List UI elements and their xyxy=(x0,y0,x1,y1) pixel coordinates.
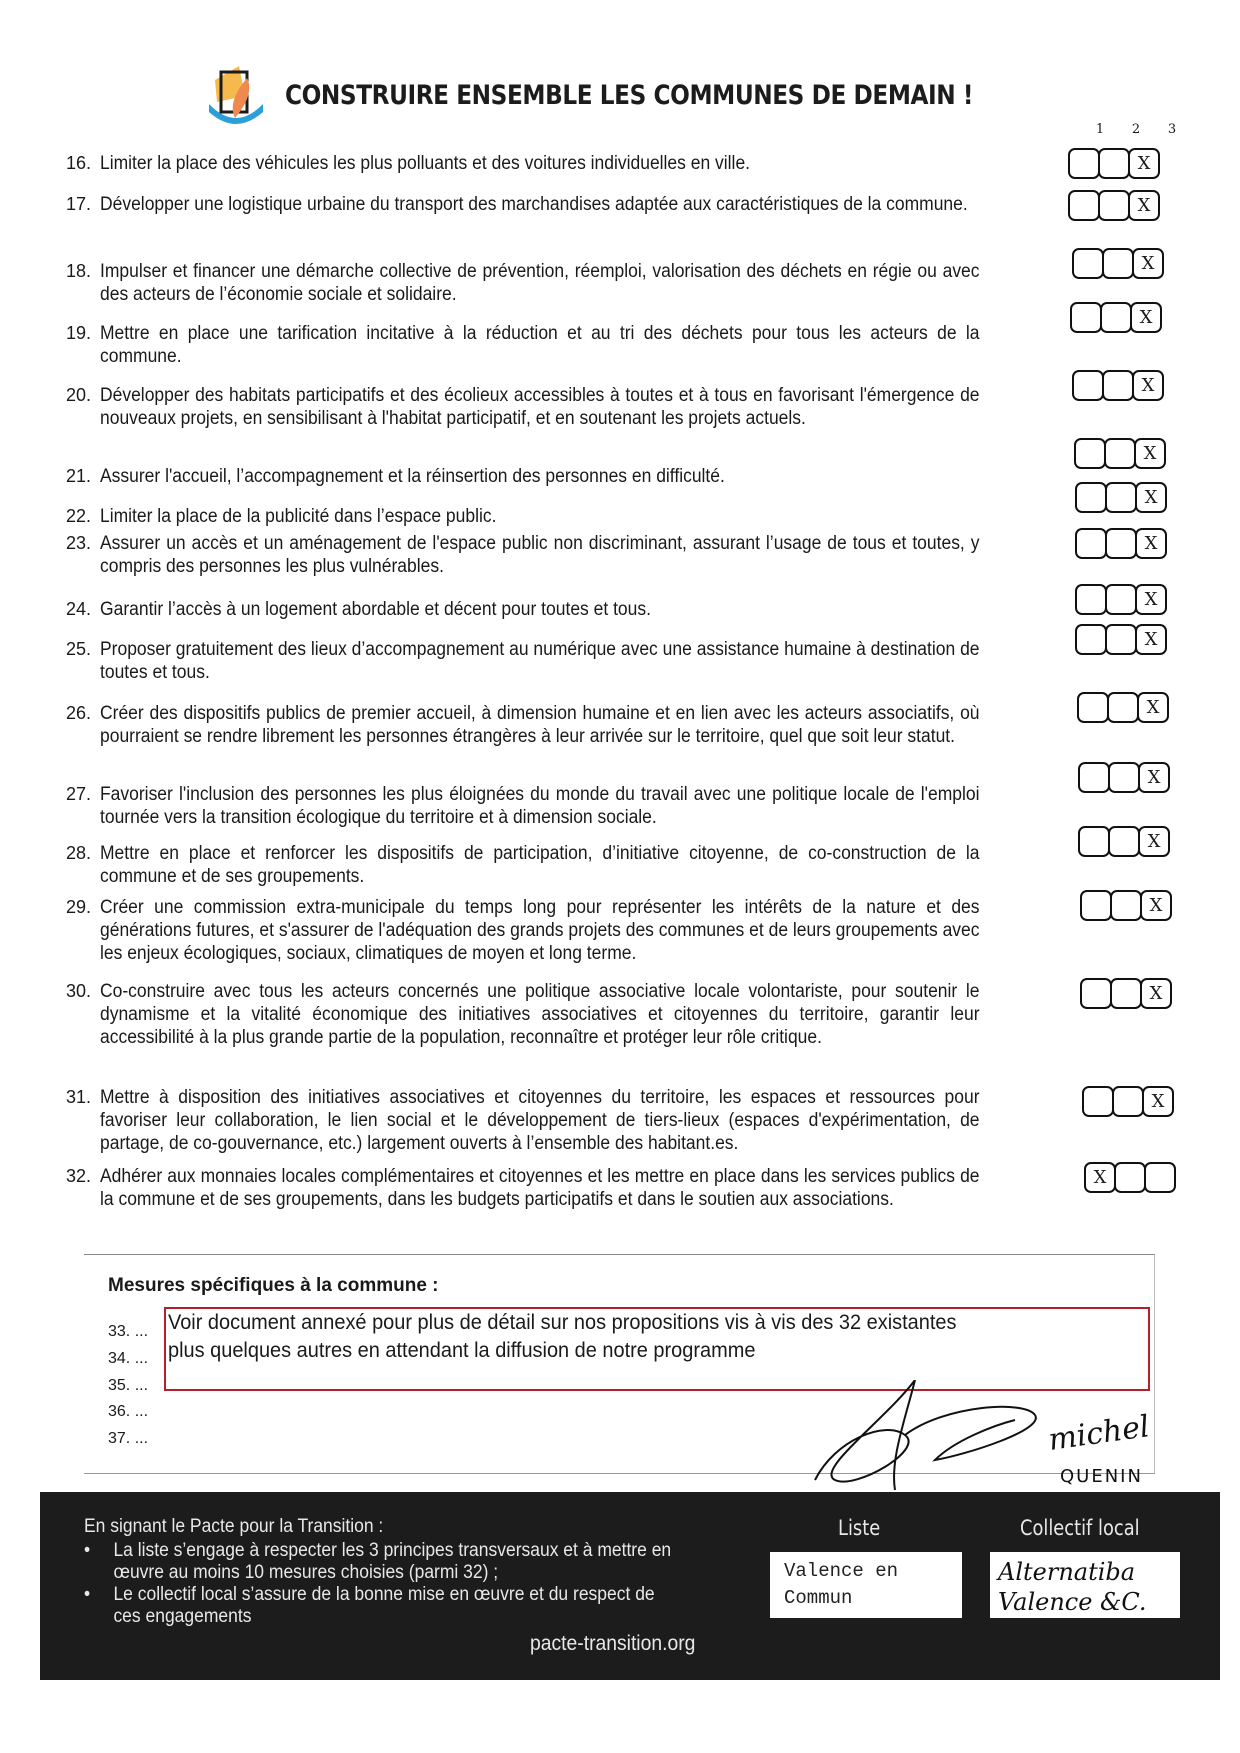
rating-checkbox-2[interactable] xyxy=(1105,482,1137,513)
rating-checkbox-2[interactable] xyxy=(1102,248,1134,279)
rating-checkbox-2[interactable] xyxy=(1098,148,1130,179)
rating-checkbox-1[interactable] xyxy=(1068,190,1100,221)
check-mark-icon: X xyxy=(1149,895,1163,916)
check-mark-icon: X xyxy=(1146,697,1160,718)
measure-text: Limiter la place de la publicité dans l’espace public. xyxy=(100,506,497,527)
rating-checkbox-3[interactable] xyxy=(1130,302,1162,333)
rating-checkbox-1[interactable] xyxy=(1075,528,1107,559)
measure-text: Favoriser l'inclusion des personnes les plus éloignées du monde du travail avec une politique locale de l'emploi tournée vers la transition écologique du territoire et à dimension sociale. xyxy=(100,784,980,828)
measure-text: Impulser et financer une démarche collective de prévention, réemploi, valorisation des déchets en régie ou avec des acteurs de l’économie sociale et solidaire. xyxy=(100,261,980,305)
rating-checkboxes xyxy=(1072,370,1162,401)
rating-checkbox-2[interactable] xyxy=(1110,890,1142,921)
check-mark-icon: X xyxy=(1139,307,1153,328)
measure-item xyxy=(66,152,1056,175)
measure-item xyxy=(66,465,1056,488)
rating-checkbox-2[interactable] xyxy=(1108,826,1140,857)
footer-commitments xyxy=(84,1540,724,1628)
handwritten-signature xyxy=(795,1380,1175,1490)
rating-checkboxes xyxy=(1080,978,1170,1009)
specific-measures-title: Mesures spécifiques à la commune : xyxy=(108,1275,439,1296)
rating-column-headers xyxy=(1082,122,1192,137)
specific-line: 37. ... xyxy=(108,1430,149,1447)
rating-checkbox-1[interactable] xyxy=(1072,248,1104,279)
measure-item xyxy=(66,598,1056,621)
measure-text: Créer des dispositifs publics de premier accueil, à dimension humaine et en lien avec les acteurs associatifs, où pourraient se rendre librement les personnes étrangères à leur arrivée sur le territoire, quel que soit leur statut. xyxy=(100,703,980,747)
measure-text: Proposer gratuitement des lieux d’accompagnement au numérique avec une assistance humaine à destination de toutes et tous. xyxy=(100,639,980,683)
column-header: 1 xyxy=(1095,122,1105,137)
measure-number: 18. xyxy=(66,261,92,281)
rating-checkbox-3[interactable] xyxy=(1135,624,1167,655)
rating-checkbox-1[interactable] xyxy=(1084,1162,1116,1193)
specific-line: 33. ... xyxy=(108,1323,149,1340)
commitment-item: • La liste s’engage à respecter les 3 principes transversaux et à mettre en œuvre au moins 10 mesures choisies (parmi 32) ; xyxy=(84,1540,673,1584)
website-link[interactable]: pacte-transition.org xyxy=(530,1632,696,1655)
measure-number: 31. xyxy=(66,1087,92,1107)
svg-text:QUENIN: QUENIN xyxy=(1060,1466,1143,1487)
measure-text: Co-construire avec tous les acteurs concernés une politique associative locale volontariste, pour soutenir le dynamisme et la vitalité économique des initiatives associatives et citoyennes du territoire, garantir leur accessibilité à la plus grande partie de la population, reconnaître et protéger leur rôle critique. xyxy=(100,981,980,1048)
commitment-item: • Le collectif local s’assure de la bonne mise en œuvre et du respect de ces engagements xyxy=(84,1584,673,1628)
check-mark-icon: X xyxy=(1144,589,1158,610)
measure-item xyxy=(66,980,1056,1049)
check-mark-icon: X xyxy=(1137,195,1151,216)
rating-checkbox-3[interactable] xyxy=(1138,762,1170,793)
rating-checkboxes xyxy=(1080,890,1170,921)
signature-graphic xyxy=(795,1380,1175,1490)
measure-number: 24. xyxy=(66,599,92,619)
rating-checkbox-1[interactable] xyxy=(1082,1086,1114,1117)
rating-checkbox-2[interactable] xyxy=(1105,584,1137,615)
rating-checkbox-1[interactable] xyxy=(1078,762,1110,793)
rating-checkboxes xyxy=(1068,190,1158,221)
rating-checkboxes xyxy=(1084,1162,1174,1193)
rating-checkbox-2[interactable] xyxy=(1102,370,1134,401)
rating-checkboxes xyxy=(1082,1086,1172,1117)
rating-checkbox-2[interactable] xyxy=(1098,190,1130,221)
rating-checkbox-2[interactable] xyxy=(1108,762,1140,793)
measure-item xyxy=(66,260,1056,306)
measure-number: 20. xyxy=(66,385,92,405)
rating-checkbox-2[interactable] xyxy=(1110,978,1142,1009)
rating-checkbox-1[interactable] xyxy=(1075,584,1107,615)
measure-text: Mettre à disposition des initiatives associatives et citoyennes du territoire, les espaces et ressources pour favoriser leur collaboration, le lien social et le développement de tiers-lieux (espaces d'expérimentation, de partage, de co-gouvernance, etc.) largement ouverts à l’ensemble des habitant.es. xyxy=(100,1087,980,1154)
check-mark-icon: X xyxy=(1141,375,1155,396)
collectif-handwritten-line: Valence &C. xyxy=(998,1588,1147,1616)
check-mark-icon: X xyxy=(1147,767,1161,788)
measure-number: 16. xyxy=(66,153,92,173)
rating-checkbox-1[interactable] xyxy=(1078,826,1110,857)
specific-line: 36. ... xyxy=(108,1403,149,1420)
rating-checkbox-2[interactable] xyxy=(1100,302,1132,333)
rating-checkbox-3[interactable] xyxy=(1128,148,1160,179)
rating-checkbox-3[interactable] xyxy=(1135,482,1167,513)
measure-number: 22. xyxy=(66,506,92,526)
check-mark-icon: X xyxy=(1143,443,1157,464)
measure-number: 26. xyxy=(66,703,92,723)
liste-label: Liste xyxy=(838,1516,881,1540)
rating-checkboxes xyxy=(1072,248,1162,279)
rating-checkbox-2[interactable] xyxy=(1104,438,1136,469)
rating-checkboxes xyxy=(1074,438,1164,469)
rating-checkboxes xyxy=(1075,584,1165,615)
svg-text:michel: michel xyxy=(1046,1409,1152,1458)
rating-checkboxes xyxy=(1078,826,1168,857)
rating-checkboxes xyxy=(1075,624,1165,655)
measure-text: Limiter la place des véhicules les plus polluants et des voitures individuelles en ville. xyxy=(100,153,751,174)
measure-item xyxy=(66,193,1056,216)
measure-text: Garantir l’accès à un logement abordable et décent pour toutes et tous. xyxy=(100,599,651,620)
rating-checkbox-3[interactable] xyxy=(1144,1162,1176,1193)
check-mark-icon: X xyxy=(1149,983,1163,1004)
rating-checkbox-1[interactable] xyxy=(1068,148,1100,179)
rating-checkbox-3[interactable] xyxy=(1140,890,1172,921)
rating-checkbox-2[interactable] xyxy=(1112,1086,1144,1117)
rating-checkboxes xyxy=(1070,302,1160,333)
rating-checkbox-3[interactable] xyxy=(1140,978,1172,1009)
measure-item xyxy=(66,322,1056,368)
measure-text: Assurer un accès et un aménagement de l'espace public non discriminant, assurant l’usage de tous et toutes, y compris des personnes les plus vulnérables. xyxy=(100,533,980,577)
column-header: 2 xyxy=(1131,122,1141,137)
rating-checkbox-3[interactable] xyxy=(1142,1086,1174,1117)
rating-checkboxes xyxy=(1068,148,1158,179)
liste-value-line: Valence en xyxy=(784,1560,899,1582)
measure-text: Assurer l'accueil, l’accompagnement et la réinsertion des personnes en difficulté. xyxy=(100,466,725,487)
rating-checkbox-2[interactable] xyxy=(1105,624,1137,655)
rating-checkbox-3[interactable] xyxy=(1134,438,1166,469)
check-mark-icon: X xyxy=(1144,629,1158,650)
measure-item xyxy=(66,505,1056,528)
check-mark-icon: X xyxy=(1137,153,1151,174)
rating-checkbox-3[interactable] xyxy=(1132,248,1164,279)
footer-intro: En signant le Pacte pour la Transition : xyxy=(84,1516,384,1537)
measure-number: 32. xyxy=(66,1166,92,1186)
specific-line: 34. ... xyxy=(108,1350,149,1367)
measure-item xyxy=(66,842,1056,888)
pacte-logo xyxy=(205,62,267,128)
liste-value-line: Commun xyxy=(784,1587,853,1609)
column-header: 3 xyxy=(1167,122,1177,137)
measure-item xyxy=(66,384,1056,430)
measure-text: Adhérer aux monnaies locales complémentaires et citoyennes et les mettre en place dans les services publics de la commune et de ses groupements, dans les budgets participatifs et dans le soutien aux associations. xyxy=(100,1166,980,1210)
measure-number: 28. xyxy=(66,843,92,863)
measure-text: Mettre en place une tarification incitative à la réduction et au tri des déchets pour tous les acteurs de la commune. xyxy=(100,323,980,367)
rating-checkbox-3[interactable] xyxy=(1135,584,1167,615)
rating-checkbox-2[interactable] xyxy=(1114,1162,1146,1193)
measure-item xyxy=(66,638,1056,684)
measure-number: 21. xyxy=(66,466,92,486)
measure-number: 19. xyxy=(66,323,92,343)
rating-checkbox-1[interactable] xyxy=(1075,624,1107,655)
measure-item xyxy=(66,532,1056,578)
rating-checkbox-2[interactable] xyxy=(1107,692,1139,723)
page-header xyxy=(205,62,1085,128)
rating-checkbox-1[interactable] xyxy=(1080,890,1112,921)
measure-number: 23. xyxy=(66,533,92,553)
measure-item xyxy=(66,783,1056,829)
check-mark-icon: X xyxy=(1147,831,1161,852)
annotation-line: plus quelques autres en attendant la diffusion de notre programme xyxy=(168,1339,756,1362)
pacte-footer xyxy=(40,1492,1220,1680)
rating-checkboxes xyxy=(1075,528,1165,559)
check-mark-icon: X xyxy=(1144,487,1158,508)
measure-number: 29. xyxy=(66,897,92,917)
measure-text: Développer une logistique urbaine du transport des marchandises adaptée aux caractéristiques de la commune. xyxy=(100,194,968,215)
measure-item xyxy=(66,1086,1056,1155)
measure-number: 27. xyxy=(66,784,92,804)
specific-line: 35. ... xyxy=(108,1377,149,1394)
page-title: CONSTRUIRE ENSEMBLE LES COMMUNES DE DEMAIN ! xyxy=(285,79,974,111)
check-mark-icon: X xyxy=(1141,253,1155,274)
check-mark-icon: X xyxy=(1093,1167,1107,1188)
rating-checkbox-1[interactable] xyxy=(1070,302,1102,333)
rating-checkbox-3[interactable] xyxy=(1128,190,1160,221)
rating-checkbox-3[interactable] xyxy=(1135,528,1167,559)
rating-checkboxes xyxy=(1077,692,1167,723)
measure-number: 25. xyxy=(66,639,92,659)
collectif-handwritten-line: Alternatiba xyxy=(998,1558,1136,1586)
collectif-handwriting xyxy=(990,1552,1180,1618)
measure-number: 30. xyxy=(66,981,92,1001)
collectif-label: Collectif local xyxy=(1020,1516,1140,1540)
check-mark-icon: X xyxy=(1151,1091,1165,1112)
measure-item xyxy=(66,702,1056,748)
rating-checkbox-1[interactable] xyxy=(1074,438,1106,469)
rating-checkbox-1[interactable] xyxy=(1077,692,1109,723)
rating-checkbox-1[interactable] xyxy=(1080,978,1112,1009)
measure-text: Créer une commission extra-municipale du temps long pour représenter les intérêts de la nature et des générations futures, et s'assurer de l'adéquation des grands projets des communes et de leurs groupements avec les enjeux écologiques, sociaux, climatiques de moyen et long terme. xyxy=(100,897,980,964)
rating-checkbox-3[interactable] xyxy=(1138,826,1170,857)
annotation-line: Voir document annexé pour plus de détail sur nos propositions vis à vis des 32 existantes xyxy=(168,1311,957,1334)
rating-checkbox-3[interactable] xyxy=(1132,370,1164,401)
liste-field[interactable] xyxy=(770,1552,962,1618)
rating-checkbox-1[interactable] xyxy=(1072,370,1104,401)
measure-text: Développer des habitats participatifs et des écolieux accessibles à toutes et à tous en favorisant l'émergence de nouveaux projets, en sensibilisant à l'habitat participatif, et en soutenant les projets actuels. xyxy=(100,385,980,429)
collectif-field[interactable] xyxy=(990,1552,1180,1618)
rating-checkbox-3[interactable] xyxy=(1137,692,1169,723)
rating-checkbox-2[interactable] xyxy=(1105,528,1137,559)
rating-checkbox-1[interactable] xyxy=(1075,482,1107,513)
measure-text: Mettre en place et renforcer les dispositifs de participation, d’initiative citoyenne, de co-construction de la commune et de ses groupements. xyxy=(100,843,980,887)
check-mark-icon: X xyxy=(1144,533,1158,554)
measure-number: 17. xyxy=(66,194,92,214)
measure-item xyxy=(66,1165,1056,1211)
logo-graphic xyxy=(205,62,267,128)
rating-checkboxes xyxy=(1075,482,1165,513)
rating-checkboxes xyxy=(1078,762,1168,793)
measure-item xyxy=(66,896,1056,965)
